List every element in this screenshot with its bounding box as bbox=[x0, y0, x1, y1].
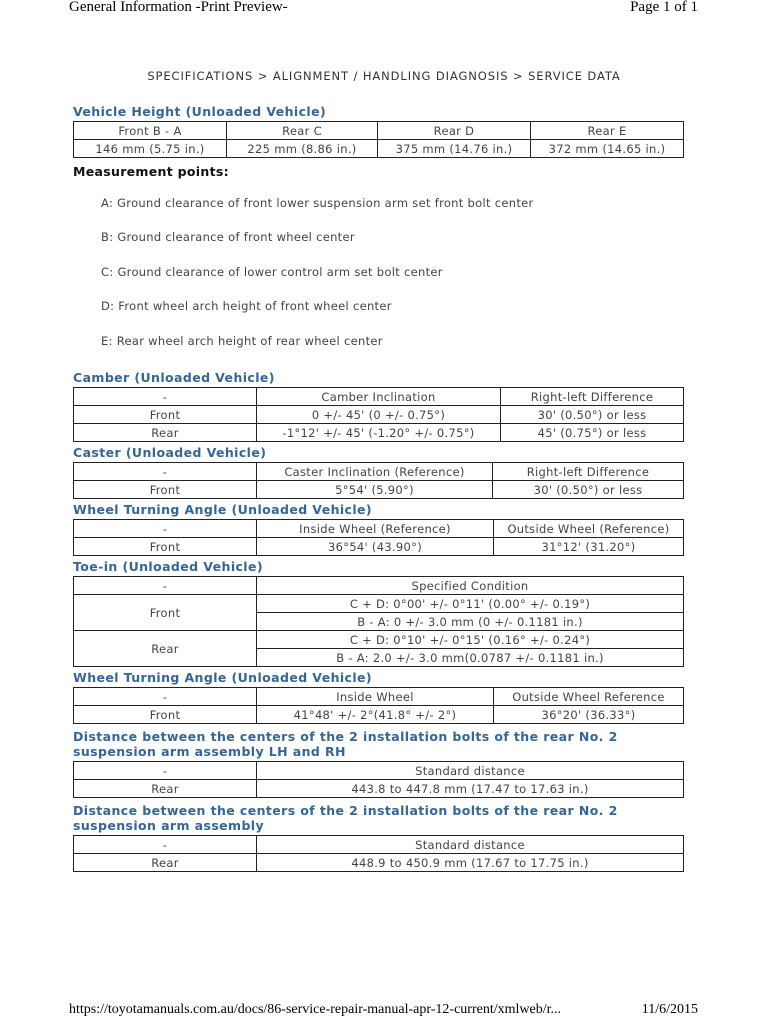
table-header-cell: Rear D bbox=[378, 122, 531, 140]
table-cell: 36°20' (36.33°) bbox=[494, 706, 684, 724]
table-cell: C + D: 0°00' +/- 0°11' (0.00° +/- 0.19°) bbox=[257, 595, 684, 613]
document-title: General Information -Print Preview- bbox=[69, 0, 288, 15]
table-header-cell: Caster Inclination (Reference) bbox=[257, 463, 493, 481]
list-item: B: Ground clearance of front wheel center bbox=[101, 230, 355, 244]
table-row bbox=[74, 140, 684, 158]
table-cell: 375 mm (14.76 in.) bbox=[378, 140, 531, 158]
caster-title: Caster (Unloaded Vehicle) bbox=[73, 445, 267, 460]
table-header-cell: - bbox=[74, 836, 257, 854]
measurement-points-list bbox=[73, 196, 683, 348]
table-header-cell: - bbox=[74, 762, 257, 780]
table-cell: 443.8 to 447.8 mm (17.47 to 17.63 in.) bbox=[257, 780, 684, 798]
table-header-cell: Front B - A bbox=[74, 122, 227, 140]
camber-title: Camber (Unloaded Vehicle) bbox=[73, 370, 275, 385]
table-header-row bbox=[74, 520, 684, 538]
table-cell: Front bbox=[74, 406, 257, 424]
table-header-cell: Rear E bbox=[531, 122, 684, 140]
caster-table bbox=[73, 462, 684, 499]
table-header-row bbox=[74, 463, 684, 481]
distance-lh-rh-table bbox=[73, 761, 684, 798]
print-footer bbox=[69, 1002, 698, 1024]
document-body bbox=[73, 104, 683, 872]
table-header-row bbox=[74, 836, 684, 854]
table-header-row bbox=[74, 577, 684, 595]
table-cell: Rear bbox=[74, 854, 257, 872]
table-cell: B - A: 0 +/- 3.0 mm (0 +/- 0.1181 in.) bbox=[257, 613, 684, 631]
table-cell: Front bbox=[74, 481, 257, 499]
table-header-cell: Standard distance bbox=[257, 762, 684, 780]
table-header-cell: Outside Wheel Reference bbox=[494, 688, 684, 706]
table-cell: 41°48' +/- 2°(41.8° +/- 2°) bbox=[257, 706, 494, 724]
table-cell: Rear bbox=[74, 631, 257, 667]
table-cell: 448.9 to 450.9 mm (17.67 to 17.75 in.) bbox=[257, 854, 684, 872]
table-header-cell: Camber Inclination bbox=[257, 388, 501, 406]
list-item: A: Ground clearance of front lower suspension arm set front bolt center bbox=[101, 196, 534, 210]
table-cell: 31°12' (31.20°) bbox=[494, 538, 684, 556]
table-header-cell: Right-left Difference bbox=[501, 388, 684, 406]
table-cell: C + D: 0°10' +/- 0°15' (0.16° +/- 0.24°) bbox=[257, 631, 684, 649]
distance-title: Distance between the centers of the 2 installation bolts of the rear No. 2 suspension arm assembly bbox=[73, 803, 618, 833]
wheel-turning-angle-title: Wheel Turning Angle (Unloaded Vehicle) bbox=[73, 502, 373, 517]
table-cell: Front bbox=[74, 706, 257, 724]
table-cell: Rear bbox=[74, 780, 257, 798]
camber-table bbox=[73, 387, 684, 442]
table-header-cell: - bbox=[74, 388, 257, 406]
table-header-cell: Outside Wheel (Reference) bbox=[494, 520, 684, 538]
table-row bbox=[74, 780, 684, 798]
table-row bbox=[74, 481, 684, 499]
print-date: 11/6/2015 bbox=[641, 1002, 698, 1017]
table-header-cell: Standard distance bbox=[257, 836, 684, 854]
table-cell: 30' (0.50°) or less bbox=[493, 481, 684, 499]
print-header bbox=[69, 0, 698, 20]
table-header-row bbox=[74, 122, 684, 140]
table-header-row bbox=[74, 688, 684, 706]
wheel-turning-angle-2-table bbox=[73, 687, 684, 724]
table-row bbox=[74, 424, 684, 442]
table-header-cell: Right-left Difference bbox=[493, 463, 684, 481]
table-header-row bbox=[74, 762, 684, 780]
list-item: C: Ground clearance of lower control arm set bolt center bbox=[101, 265, 443, 279]
table-cell: 146 mm (5.75 in.) bbox=[74, 140, 227, 158]
table-cell: Front bbox=[74, 538, 257, 556]
table-cell: 372 mm (14.65 in.) bbox=[531, 140, 684, 158]
measurement-points-heading: Measurement points: bbox=[73, 164, 229, 179]
table-header-cell: Specified Condition bbox=[257, 577, 684, 595]
toe-in-title: Toe-in (Unloaded Vehicle) bbox=[73, 559, 263, 574]
table-cell: 30' (0.50°) or less bbox=[501, 406, 684, 424]
table-header-cell: Rear C bbox=[227, 122, 378, 140]
vehicle-height-title: Vehicle Height (Unloaded Vehicle) bbox=[73, 104, 327, 119]
distance-lh-rh-title: Distance between the centers of the 2 installation bolts of the rear No. 2 suspension arm assembly LH and RH bbox=[73, 729, 618, 759]
table-cell: 36°54' (43.90°) bbox=[257, 538, 494, 556]
breadcrumb: SPECIFICATIONS > ALIGNMENT / HANDLING DIAGNOSIS > SERVICE DATA bbox=[147, 69, 621, 83]
table-header-cell: Inside Wheel (Reference) bbox=[257, 520, 494, 538]
toe-in-table bbox=[73, 576, 684, 667]
table-row bbox=[74, 406, 684, 424]
page-number: Page 1 of 1 bbox=[630, 0, 698, 15]
list-item: E: Rear wheel arch height of rear wheel center bbox=[101, 334, 383, 348]
table-header-cell: - bbox=[74, 688, 257, 706]
list-item: D: Front wheel arch height of front wheel center bbox=[101, 299, 392, 313]
source-url: https://toyotamanuals.com.au/docs/86-service-repair-manual-apr-12-current/xmlweb/r... bbox=[69, 1002, 561, 1017]
table-cell: 5°54' (5.90°) bbox=[257, 481, 493, 499]
table-header-cell: - bbox=[74, 577, 257, 595]
table-cell: 225 mm (8.86 in.) bbox=[227, 140, 378, 158]
table-row bbox=[74, 538, 684, 556]
table-cell: Rear bbox=[74, 424, 257, 442]
table-cell: B - A: 2.0 +/- 3.0 mm(0.0787 +/- 0.1181 in.) bbox=[257, 649, 684, 667]
wheel-turning-angle-2-title: Wheel Turning Angle (Unloaded Vehicle) bbox=[73, 670, 373, 685]
table-header-cell: - bbox=[74, 520, 257, 538]
distance-table bbox=[73, 835, 684, 872]
table-row bbox=[74, 595, 684, 613]
table-row bbox=[74, 854, 684, 872]
table-row bbox=[74, 706, 684, 724]
table-cell: 45' (0.75°) or less bbox=[501, 424, 684, 442]
table-cell: Front bbox=[74, 595, 257, 631]
table-header-cell: Inside Wheel bbox=[257, 688, 494, 706]
table-header-cell: - bbox=[74, 463, 257, 481]
table-header-row bbox=[74, 388, 684, 406]
table-row bbox=[74, 631, 684, 649]
table-cell: 0 +/- 45' (0 +/- 0.75°) bbox=[257, 406, 501, 424]
wheel-turning-angle-table bbox=[73, 519, 684, 556]
table-cell: -1°12' +/- 45' (-1.20° +/- 0.75°) bbox=[257, 424, 501, 442]
vehicle-height-table bbox=[73, 121, 684, 158]
